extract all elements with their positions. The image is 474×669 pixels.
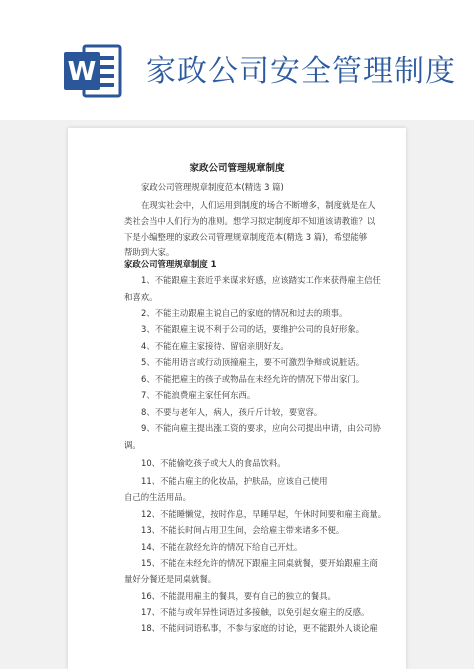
document-line: 3、不能跟雇主说不利于公司的话，要维护公司的良好形象。 <box>141 324 365 334</box>
document-line: 和喜欢。 <box>124 292 158 302</box>
document-title: 家政公司管理规章制度 <box>189 163 285 174</box>
document-line: 2、不能主动跟雇主说自己的家庭的情况和过去的琐事。 <box>141 308 348 318</box>
document-line: 9、不能向雇主提出涨工资的要求，应向公司提出申请，由公司协 <box>141 423 381 433</box>
document-line: 13、不能长时间占用卫生间，会给雇主带来诸多不便。 <box>141 525 345 535</box>
document-line: 1、不能跟雇主套近乎来谋求好感，应该踏实工作来获得雇主信任 <box>141 275 381 285</box>
section-heading: 家政公司管理规章制度 1 <box>124 259 217 269</box>
document-line: 量好分餐还是同桌就餐。 <box>124 574 217 584</box>
document-line: 10、不能偷吃孩子或大人的食品饮料。 <box>141 458 286 468</box>
document-line: 帮助到大家。 <box>124 247 175 257</box>
document-line: 11、不能占雇主的化妆品，护肤品，应该自己使用 <box>141 476 328 486</box>
page-title: 家政公司安全管理制度 <box>146 54 456 89</box>
document-line: 17、不能与或年异性词语过多接触，以免引起女雇主的反感。 <box>141 607 370 617</box>
document-line: 7、不能浪费雇主家任何东西。 <box>141 390 256 400</box>
document-line: 4、不能在雇主家接待、留宿亲朋好友。 <box>141 341 289 351</box>
header-banner <box>0 0 474 130</box>
document-line: 15、不能在未经允许的情况下跟雇主同桌就餐，要开始跟雇主商 <box>141 558 378 568</box>
document-line: 16、不能混用雇主的餐具，要有自己的独立的餐具。 <box>141 591 336 601</box>
document-line: 自己的生活用品。 <box>124 492 191 502</box>
document-line: 下是小编整理的家政公司管理规章制度范本(精选 3 篇)，希望能够 <box>124 232 368 242</box>
document-line: 在现实社会中，人们运用到制度的场合不断增多，制度就是在人 <box>141 200 376 210</box>
document-line: 8、不要与老年人，病人，孩斤斤计较，要宽容。 <box>141 407 323 417</box>
document-line: 18、不能问词语私事，不参与家庭的讨论，更不能跟外人谈论雇 <box>141 623 378 633</box>
document-line: 12、不能睡懒觉，按时作息，早睡早起，午休时间要和雇主商量。 <box>141 509 387 519</box>
word-icon-letter: W <box>67 57 97 87</box>
document-line: 家政公司管理规章制度范本(精选 3 篇) <box>141 182 284 192</box>
document-line: 6、不能把雇主的孩子或物品在未经允许的情况下带出家门。 <box>141 374 365 384</box>
document-line: 5、不能用语言或行动顶撞雇主，要不可激烈争辩或说脏话。 <box>141 357 365 367</box>
word-icon <box>62 40 124 102</box>
document-line: 14、不能在款经允许的情况下给自己开灶。 <box>141 542 303 552</box>
document-line: 类社会当中人们行为的准则。想学习拟定制度却不知道该请教谁？以 <box>124 216 376 226</box>
document-page <box>68 128 406 669</box>
document-line: 调。 <box>124 440 141 450</box>
